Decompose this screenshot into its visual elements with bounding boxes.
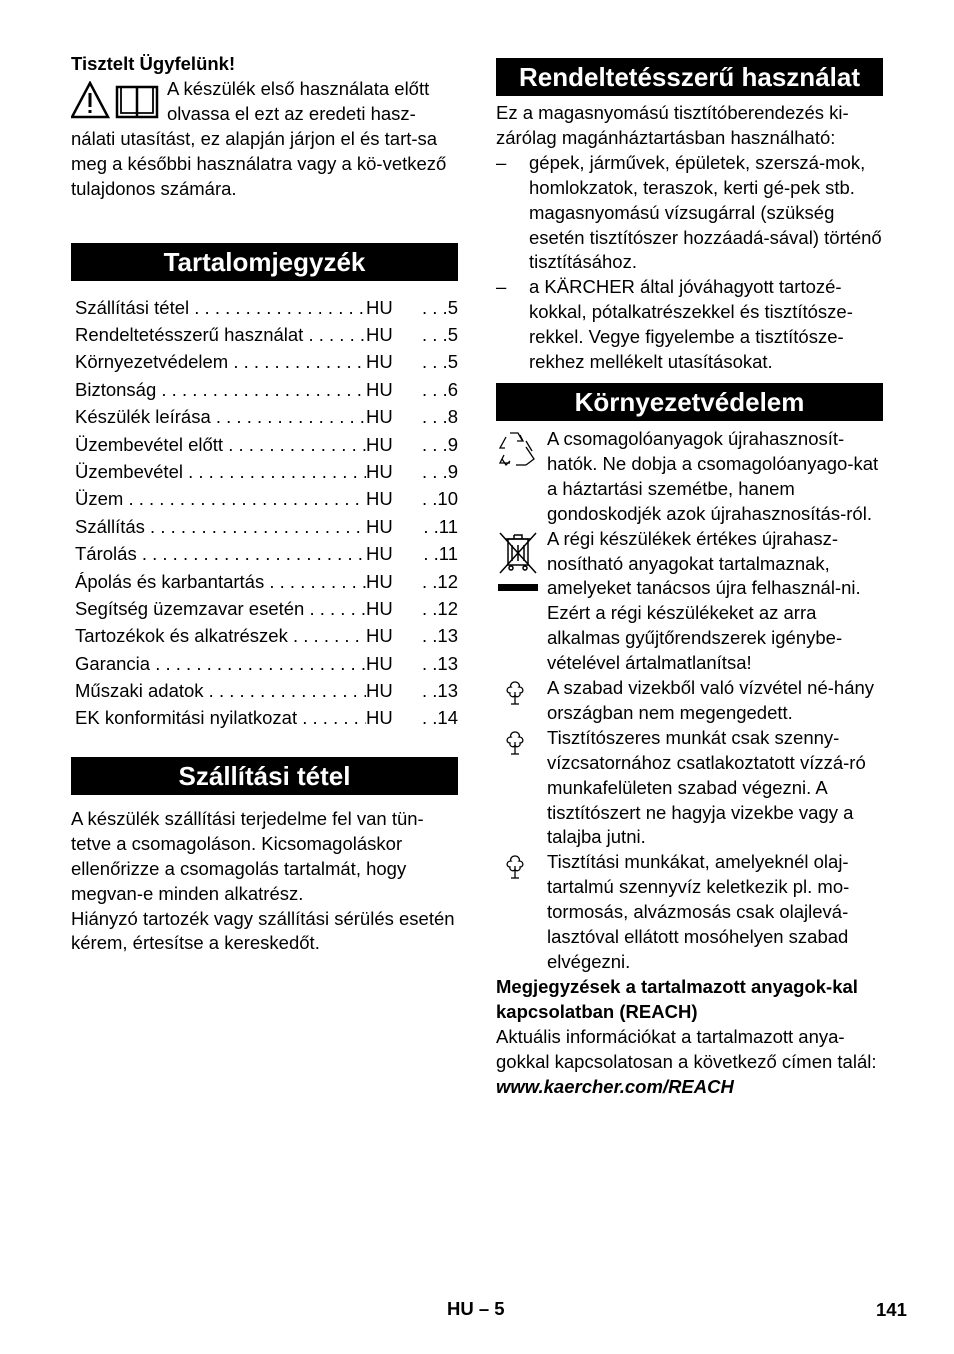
environment-item: Tisztítószeres munkát csak szenny-vízcsatornához csatlakoztatott vízzá-ró munkafelületen szabad végezni. A tisztítószert ne hagyja vizekbe vagy a talajba jutni. [496, 726, 883, 851]
environment-item: Tisztítási munkákat, amelyeknél olaj-tartalmú szennyvíz keletkezik pl. mo-tormosás, alvázmosás csak olajlevá-lasztóval ellátott mosóhelyen szabad elvégezni. [496, 850, 883, 975]
toc-item[interactable]: Tartozékok és alkatrészek . . . HU . .13 [71, 622, 458, 649]
footer-section-code: HU – 5 [447, 1298, 505, 1319]
greeting-text: nálati utasítást, ez alapján járjon el és tart-sa meg a későbbi használatra vagy a kö-vetkező tulajdonos számára. [71, 127, 447, 199]
list-item: – gépek, járművek, épületek, szerszá-mok, homlokzatok, teraszok, kerti gé-pek stb. magasnyomású vízsugárral (szükség esetén tisztítószer hozzáadá-sával) történő tisztításához. [496, 151, 883, 276]
toc-item[interactable]: Biztonság . . . HU . . .6 [71, 376, 458, 403]
environment-tree-icon [500, 852, 530, 882]
environment-list [496, 427, 883, 975]
reach-text: Aktuális információkat a tartalmazott anya-gokkal kapcsolatosan a következő címen talál: [496, 1025, 877, 1072]
toc-heading: Tartalomjegyzék [71, 243, 458, 281]
proper-use-list [496, 151, 883, 375]
scope-heading: Szállítási tétel [71, 757, 458, 795]
environment-item: A szabad vizekből való vízvétel né-hány országban nem megengedett. [496, 676, 883, 726]
proper-use-heading: Rendeltetésszerű használat [496, 58, 883, 96]
reach-title: Megjegyzések a tartalmazott anyagok-kal kapcsolatban (REACH) [496, 975, 858, 1022]
warning-icon [71, 81, 163, 121]
toc-item[interactable]: Környezetvédelem . . . HU . . .5 [71, 348, 458, 375]
greeting-block [71, 77, 458, 202]
toc-item[interactable]: Üzembevétel . . . HU . . .9 [71, 458, 458, 485]
reach-link[interactable]: www.kaercher.com/REACH [496, 1075, 734, 1097]
environment-item: A csomagolóanyagok újrahasznosít-hatók. Ne dobja a csomagolóanyago-kat a háztartási szemétbe, hanem gondoskodjék azok újrahasznosítás-ról. [496, 427, 883, 527]
toc-item[interactable]: Üzembevétel előtt . . . HU . . .9 [71, 431, 458, 458]
toc-item[interactable]: EK konformitási nyilatkozat . . . HU . .14 [71, 704, 458, 731]
toc-item[interactable]: Rendeltetésszerű használat . . . HU . . .5 [71, 321, 458, 348]
scope-paragraph: Hiányzó tartozék vagy szállítási sérülés esetén kérem, értesítse a kereskedőt. [71, 907, 455, 954]
right-column [496, 58, 883, 1099]
recycle-icon [496, 429, 540, 469]
environment-heading: Környezetvédelem [496, 383, 883, 421]
toc-item[interactable]: Garancia . . . HU . .13 [71, 650, 458, 677]
toc-item[interactable]: Műszaki adatok . . . HU . .13 [71, 677, 458, 704]
environment-item: A régi készülékek értékes újrahasz-nosítható anyagokat tartalmaznak, amelyeket tanácsos újra felhasznál-ni. Ezért a régi készülékeket az arra alkalmas gyűjtőrendszerek igénybe-vételével ártalmatlanítsa! [496, 527, 883, 676]
environment-tree-icon [500, 678, 530, 708]
crossed-bin-icon [496, 529, 540, 599]
footer-page-number: 141 [876, 1299, 907, 1320]
manual-book-icon [117, 87, 157, 117]
proper-use-intro: Ez a magasnyomású tisztítóberendezés ki-zárólag magánháztartásban használható: [496, 102, 849, 148]
toc-item[interactable]: Készülék leírása . . . HU . . .8 [71, 403, 458, 430]
greeting-title: Tisztelt Ügyfelünk! [71, 53, 236, 74]
toc-item[interactable]: Üzem . . . HU . .10 [71, 485, 458, 512]
toc-item[interactable]: Segítség üzemzavar esetén . . . HU . .12 [71, 595, 458, 622]
greeting-text-first: A készülék első használata előtt olvassa el ezt az eredeti hasz- [167, 77, 430, 124]
table-of-contents [71, 294, 458, 732]
toc-item[interactable]: Szállítás . . . HU . .11 [71, 513, 458, 540]
warning-manual-icons [71, 81, 167, 127]
left-column [71, 52, 458, 956]
list-item: – a KÄRCHER által jóváhagyott tartozé-kokkal, pótalkatrészekkel és tisztítósze-rekkel. Vegye figyelembe a tisztítósze-rekhez mellékelt utasításokat. [496, 275, 883, 375]
toc-item[interactable]: Tárolás . . . HU . .11 [71, 540, 458, 567]
environment-tree-icon [500, 728, 530, 758]
toc-item[interactable]: Szállítási tétel . . . HU . . .5 [71, 294, 458, 321]
scope-paragraph: A készülék szállítási terjedelme fel van tün-tetve a csomagoláson. Kicsomagoláskor ellenőrizze a csomagolás tartalmát, hogy megvan-e minden alkatrész. [71, 807, 424, 904]
toc-item[interactable]: Ápolás és karbantartás . . . HU . .12 [71, 568, 458, 595]
